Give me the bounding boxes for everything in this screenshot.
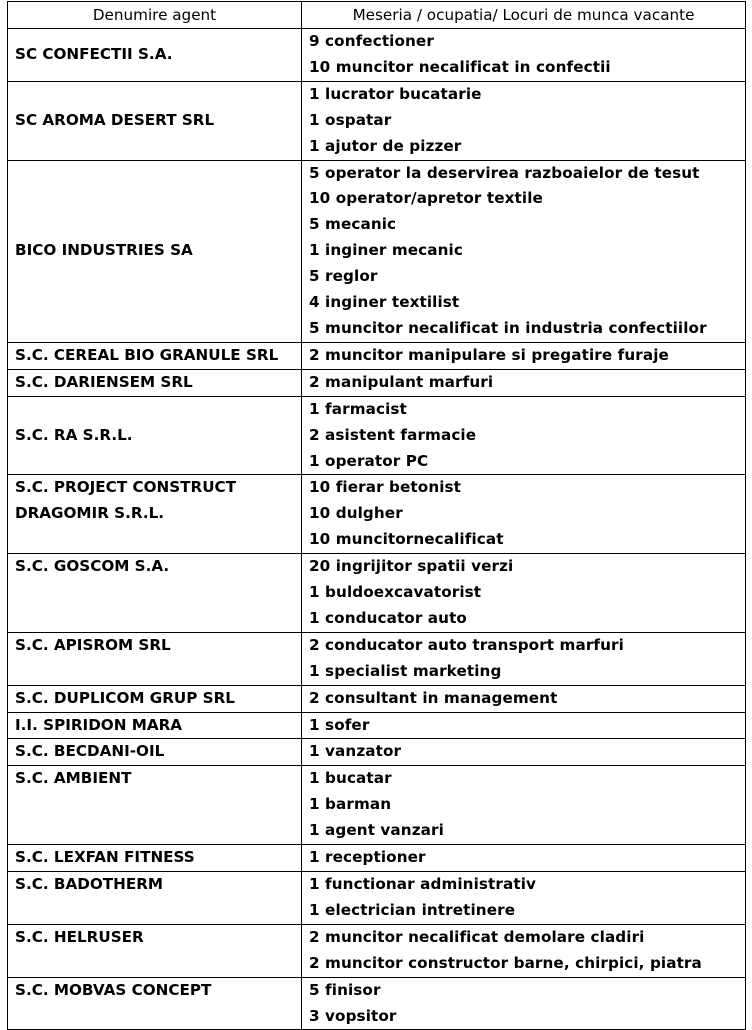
job-item: 5 reglor xyxy=(309,267,378,286)
agent-name: BICO INDUSTRIES SA xyxy=(8,160,302,342)
job-list xyxy=(302,872,746,925)
job-item: 5 mecanic xyxy=(309,215,397,234)
agent-name: S.C. DUPLICOM GRUP SRL xyxy=(8,685,302,712)
job-item: 1 lucrator bucatarie xyxy=(309,84,482,103)
table-row xyxy=(8,369,746,396)
job-item: 1 inginer mecanic xyxy=(309,241,463,260)
job-item: 5 muncitor necalificat in industria confectiilor xyxy=(309,318,707,337)
agent-name: S.C. DARIENSEM SRL xyxy=(8,369,302,396)
job-item: 1 agent vanzari xyxy=(309,821,444,840)
job-item: 1 receptioner xyxy=(309,848,426,867)
table-row xyxy=(8,396,746,475)
job-item: 5 finisor xyxy=(309,980,381,999)
job-item: 2 conducator auto transport marfuri xyxy=(309,635,624,654)
table-row xyxy=(8,342,746,369)
job-item: 2 manipulant marfuri xyxy=(309,372,494,391)
job-item: 1 electrician intretinere xyxy=(309,900,516,919)
job-list xyxy=(302,554,746,633)
agent-name: S.C. GOSCOM S.A. xyxy=(8,554,302,633)
agent-name: S.C. PROJECT CONSTRUCT DRAGOMIR S.R.L. xyxy=(8,475,302,554)
table-row xyxy=(8,685,746,712)
table-header-row xyxy=(8,2,746,29)
job-item: 2 asistent farmacie xyxy=(309,425,477,444)
agent-name: S.C. AMBIENT xyxy=(8,766,302,845)
job-item: 2 muncitor constructor barne, chirpici, piatra xyxy=(309,953,702,972)
job-item: 1 ospatar xyxy=(309,110,392,129)
agent-name: S.C. LEXFAN FITNESS xyxy=(8,845,302,872)
job-item: 1 vanzator xyxy=(309,742,402,761)
job-item: 10 muncitornecalificat xyxy=(309,530,504,549)
job-item: 5 operator la deservirea razboaielor de tesut xyxy=(309,163,700,182)
table-row xyxy=(8,872,746,925)
job-list xyxy=(302,739,746,766)
table-row xyxy=(8,712,746,739)
agent-name: SC AROMA DESERT SRL xyxy=(8,81,302,160)
job-item: 1 bucatar xyxy=(309,769,392,788)
agent-name: S.C. CEREAL BIO GRANULE SRL xyxy=(8,342,302,369)
job-list xyxy=(302,766,746,845)
job-item: 4 inginer textilist xyxy=(309,293,460,312)
job-item: 1 barman xyxy=(309,795,392,814)
agent-name: S.C. BECDANI-OIL xyxy=(8,739,302,766)
job-item: 3 vopsitor xyxy=(309,1006,397,1025)
job-list xyxy=(302,29,746,82)
header-jobs: Meseria / ocupatia/ Locuri de munca vacante xyxy=(302,2,746,29)
table-row xyxy=(8,739,746,766)
job-list xyxy=(302,369,746,396)
job-list xyxy=(302,81,746,160)
agent-name: S.C. HELRUSER xyxy=(8,924,302,977)
job-item: 1 sofer xyxy=(309,715,370,734)
job-item: 10 operator/apretor textile xyxy=(309,189,543,208)
job-list xyxy=(302,845,746,872)
job-list xyxy=(302,712,746,739)
job-list xyxy=(302,977,746,1030)
table-row xyxy=(8,766,746,845)
table-row xyxy=(8,632,746,685)
job-item: 9 confectioner xyxy=(309,32,434,50)
table-row xyxy=(8,977,746,1030)
job-item: 1 farmacist xyxy=(309,399,407,418)
job-item: 2 muncitor manipulare si pregatire furaje xyxy=(309,345,669,364)
table-row xyxy=(8,29,746,82)
table-row xyxy=(8,160,746,342)
job-item: 1 conducator auto xyxy=(309,608,467,627)
header-agent: Denumire agent xyxy=(8,2,302,29)
job-item: 1 ajutor de pizzer xyxy=(309,136,462,155)
agent-name: S.C. RA S.R.L. xyxy=(8,396,302,475)
job-list xyxy=(302,685,746,712)
job-item: 1 functionar administrativ xyxy=(309,875,537,893)
job-list xyxy=(302,475,746,554)
job-list xyxy=(302,160,746,342)
job-item: 20 ingrijitor spatii verzi xyxy=(309,557,514,576)
table-row xyxy=(8,81,746,160)
job-list xyxy=(302,396,746,475)
agent-name: S.C. MOBVAS CONCEPT xyxy=(8,977,302,1030)
job-list xyxy=(302,342,746,369)
agent-name: SC CONFECTII S.A. xyxy=(8,29,302,82)
job-item: 1 operator PC xyxy=(309,451,429,470)
job-list xyxy=(302,924,746,977)
job-item: 2 muncitor necalificat demolare cladiri xyxy=(309,927,645,946)
table-row xyxy=(8,554,746,633)
job-item: 1 buldoexcavatorist xyxy=(309,583,482,602)
agent-name: S.C. BADOTHERM xyxy=(8,872,302,925)
job-list xyxy=(302,632,746,685)
job-item: 2 consultant in management xyxy=(309,688,558,707)
agent-name: I.I. SPIRIDON MARA xyxy=(8,712,302,739)
table-row xyxy=(8,924,746,977)
table-row xyxy=(8,845,746,872)
job-item: 1 specialist marketing xyxy=(309,661,502,680)
table-row xyxy=(8,475,746,554)
agent-name: S.C. APISROM SRL xyxy=(8,632,302,685)
job-item: 10 fierar betonist xyxy=(309,478,462,497)
job-item: 10 dulgher xyxy=(309,504,403,523)
job-item: 10 muncitor necalificat in confectii xyxy=(309,57,611,76)
job-vacancies-table xyxy=(7,1,746,1030)
